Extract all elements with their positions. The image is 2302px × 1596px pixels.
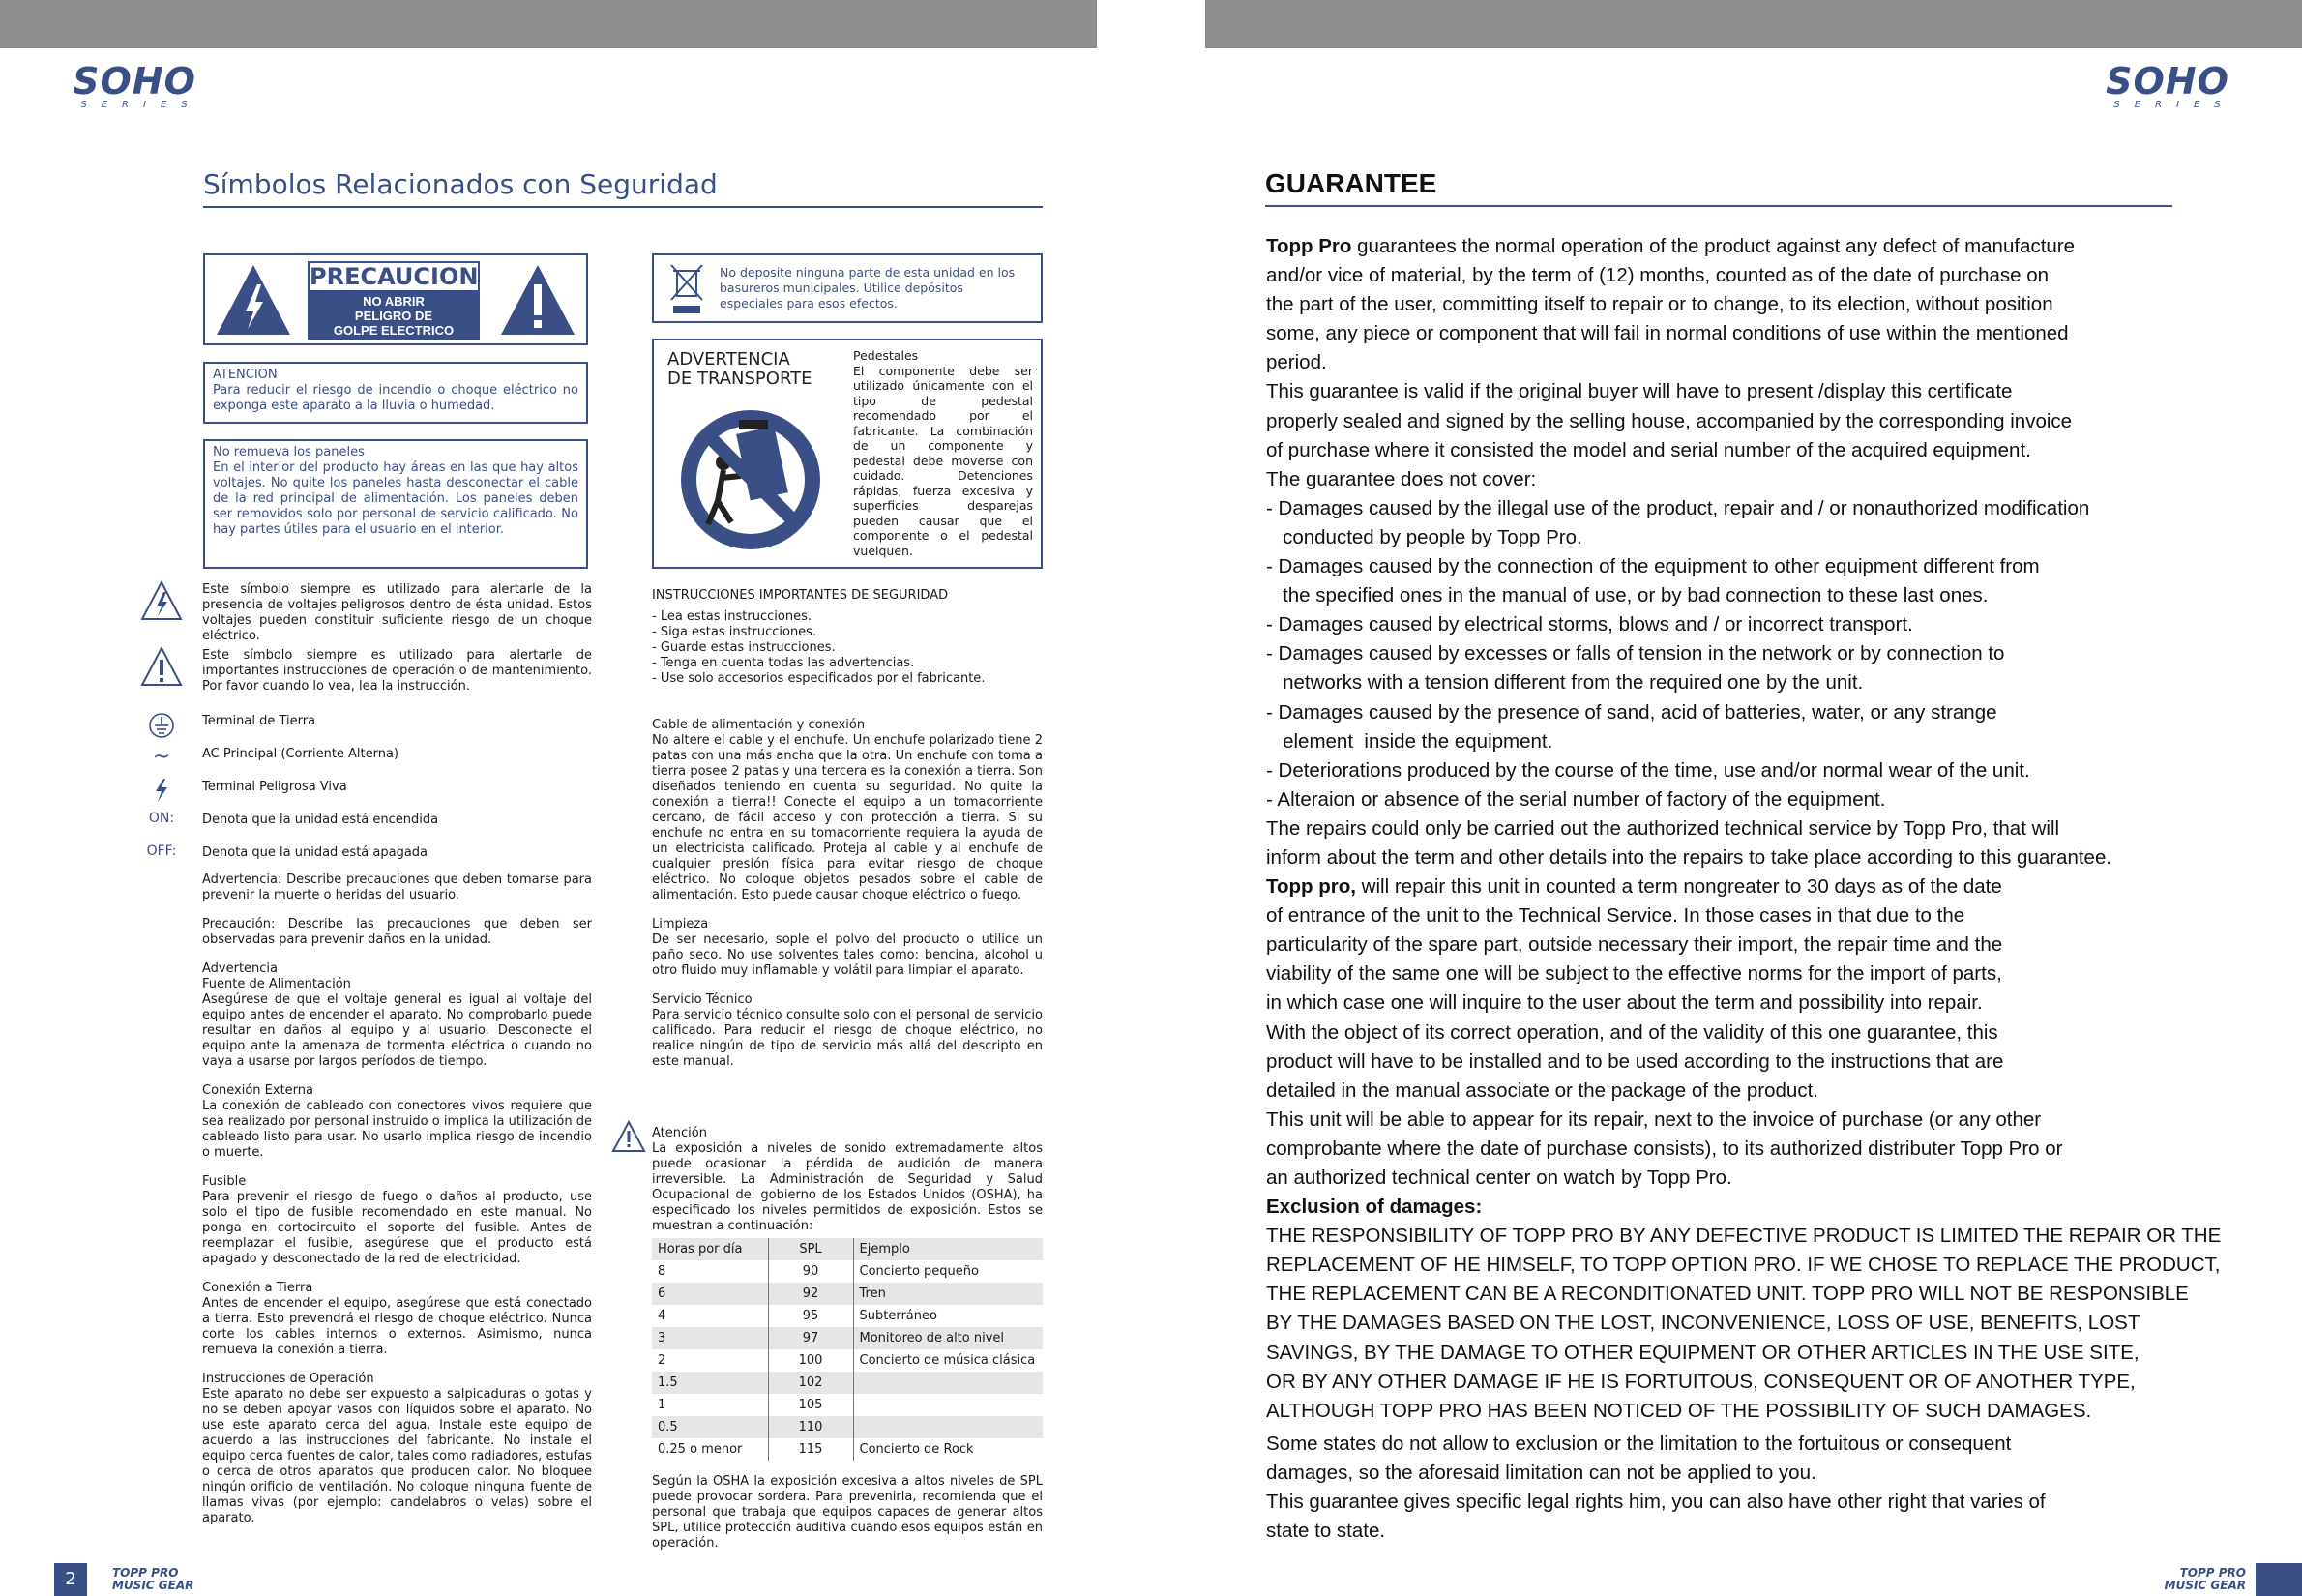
ac-icon: ~ (152, 745, 171, 769)
atencion-osha: Atención La exposición a niveles de sonido extremadamente altos puede ocasionar la pérdida de audición de manera irreversible. La Administración de Seguridad y Salud Ocupacional del gobierno de los Estados Unidos (OSHA), ha especificado los niveles permitidos de exposición. Estos se muestran a continuación: (652, 1126, 1043, 1233)
guarantee-line: conducted by people by Topp Pro. (1266, 525, 1582, 548)
caution-label: PRECAUCION NO ABRIR PELIGRO DE GOLPE ELECTRICO (310, 263, 479, 338)
symbol-text: Denota que la unidad está apagada (202, 845, 428, 860)
weee-bin-icon (667, 261, 706, 315)
guarantee-line: ALTHOUGH TOPP PRO HAS BEEN NOTICED OF THE POSSIBILITY OF SUCH DAMAGES. (1266, 1399, 2092, 1422)
live-terminal-icon (135, 778, 188, 807)
guarantee-line (1266, 1193, 2233, 1222)
guarantee-line: of purchase where it consisted the model and serial number of the acquired equipment. (1266, 438, 2031, 461)
table-row (652, 1260, 1043, 1283)
lightning-triangle-icon (215, 263, 292, 337)
paragraph-body: Antes de encender el equipo, asegúrese que está conectado a tierra. Esto prevendrá el riesgo de choque eléctrico. Nunca corte los cables internos o externos. Asimismo, nunca remueva la conexión a tierra. (202, 1296, 592, 1357)
guarantee-line: properly sealed and signed by the selling house, accompanied by the corresponding invoice (1266, 409, 2073, 432)
table-cell: 4 (658, 1309, 666, 1323)
guarantee-bold: Exclusion of damages: (1266, 1196, 1483, 1219)
right-page (1205, 0, 2302, 1596)
soho-logo: SOHO SERIES (2106, 60, 2235, 110)
paragraph (652, 992, 1043, 1070)
top-bar (1205, 0, 2302, 48)
paragraph-body: Para prevenir el riesgo de fuego o daños al producto, use solo el tipo de fusible recomendado en este manual. No ponga en cortocircuito el soporte del fusible. Antes de reemplazar el fusible, asegúrese que el producto está apagado y desconectado de la red de electricidad. (202, 1190, 592, 1266)
paragraph-body: Advertencia: Describe precauciones que deben tomarse para prevenir la muerte o heridas del usuario. (202, 872, 592, 902)
paragraph (202, 1083, 592, 1161)
guarantee-text (1266, 232, 2233, 1426)
guarantee-line: comprobante where the date of purchase consists), to its authorized distributer Topp Pro or (1266, 1137, 2063, 1160)
paragraph-body: Precaución: Describe las precauciones que deben ser observadas para prevenir daños en la unidad. (202, 917, 592, 947)
transport-text: Pedestales El componente debe ser utilizado únicamente con el tipo de pedestal recomendado por el fabricante. La combinación de un componente y pedestal debe moverse con cuidado. Detenciones rápidas, fuerza excesiva y superficies desparejas pueden causar que el componente o el pedestal vuelquen. (853, 348, 1033, 558)
closing-line: damages, so the aforesaid limitation can not be applied to you. (1266, 1462, 1816, 1485)
paragraph-body: Asegúrese de que el voltaje general es igual al voltaje del equipo antes de encender el aparato. No comprobarlo puede resultar en daños al equipo y al usuario. Desconecte el equipo ante la amenaza de tormenta eléctrica o cuando no vaya a usarse por largos períodos de tiempo. (202, 992, 592, 1069)
table-cell: 1.5 (652, 1372, 768, 1394)
transport-box (652, 339, 1043, 569)
table-cell: 0.25 o menor (658, 1442, 743, 1457)
table-cell: 97 (768, 1327, 853, 1349)
lightning-triangle-icon (135, 580, 188, 625)
table-cell: 0.5 (652, 1416, 768, 1438)
table-cell: 90 (768, 1260, 853, 1283)
table-row (652, 1372, 1043, 1394)
column-2-text (652, 718, 1043, 1083)
symbol-text: Este símbolo siempre es utilizado para alertarle de la presencia de voltajes peligrosos dentro de ésta unidad. Estos voltajes pueden constituir suficiente riesgo de un choque eléctrico. (202, 582, 592, 643)
guarantee-line: THE RESPONSIBILITY OF TOPP PRO BY ANY DEFECTIVE PRODUCT IS LIMITED THE REPAIR OR THE (1266, 1225, 2222, 1248)
table-row (652, 1416, 1043, 1438)
warning-triangle-icon (611, 1120, 646, 1153)
table-cell: 2 (658, 1353, 666, 1368)
paragraph-title: Advertencia (202, 961, 279, 976)
guarantee-line: networks with a tension different from the required one by the unit. (1266, 671, 1864, 695)
ground-icon (135, 712, 188, 743)
exclamation-triangle-icon (499, 263, 576, 337)
guarantee-closing (1266, 1430, 2233, 1546)
guarantee-line: REPLACEMENT OF HE HIMSELF, TO TOPP OPTION PRO. IF WE CHOSE TO REPLACE THE PRODUCT, (1266, 1254, 2221, 1277)
guarantee-line: With the object of its correct operation, and of the validity of this one guarantee, this (1266, 1020, 1998, 1044)
header-cell: SPL (768, 1238, 853, 1260)
guarantee-line: - Damages caused by the illegal use of the product, repair and / or nonauthorized modification (1266, 496, 2090, 519)
symbol-text: Terminal Peligrosa Viva (202, 780, 347, 794)
paragraph-title: Conexión a Tierra (202, 1281, 313, 1295)
guarantee-line: of entrance of the unit to the Technical Service. In those cases in that due to the (1266, 904, 1965, 928)
table-row (652, 1283, 1043, 1305)
guarantee-line: Topp pro, will repair this unit in counted a term nongreater to 30 days as of the date (1266, 875, 2002, 899)
footer-brand: TOPP PRO MUSIC GEAR (112, 1566, 194, 1592)
left-page (0, 0, 1097, 1596)
table-row (652, 1394, 1043, 1416)
table-header (652, 1238, 1043, 1260)
paragraph (202, 1372, 592, 1526)
transport-heading: ADVERTENCIA DE TRANSPORTE (667, 349, 812, 389)
table-cell: 92 (768, 1283, 853, 1305)
symbol-text: Terminal de Tierra (202, 714, 316, 728)
guarantee-line: Topp Pro guarantees the normal operation of the product against any defect of manufacture (1266, 235, 2076, 257)
paragraph (202, 961, 592, 1070)
guarantee-line: detailed in the manual associate or the package of the product. (1266, 1079, 1818, 1102)
guarantee-bold: Topp pro, (1266, 875, 1356, 899)
table-row (652, 1305, 1043, 1327)
table-cell: 102 (768, 1372, 853, 1394)
paragraph-title: Fusible (202, 1174, 247, 1189)
paragraph-body: Para servicio técnico consulte solo con el personal de servicio calificado. Para reducir el riesgo de choque eléctrico, no realice ningún de tipo de servicio más allá del descripto en este manual. (652, 1008, 1043, 1069)
table-cell (853, 1416, 1043, 1438)
instr-block: INSTRUCCIONES IMPORTANTES DE SEGURIDAD - Lea estas instrucciones. - Siga estas instrucciones. - Guarde estas instrucciones. - Tenga en cuenta todas las advertencias. - Use solo accesorios especificados por el fabricante. (652, 588, 1043, 687)
atencion-box: ATENCION Para reducir el riesgo de incendio o choque eléctrico no exponga este aparato a la lluvia o humedad. (203, 362, 588, 424)
paneles-box: No remueva los paneles En el interior del producto hay áreas en las que hay altos voltajes. No quite los paneles hasta desconectar el cable de la red principal de alimentación. Los paneles deben ser removidos solo por personal de servicio calificado. No hay partes útiles para el usuario en el interior. (203, 439, 588, 569)
table-cell: 6 (652, 1283, 768, 1305)
instr-item: - Guarde estas instrucciones. (652, 640, 836, 655)
table-cell: Monitoreo de alto nivel (853, 1327, 1043, 1349)
table-cell: 100 (768, 1349, 853, 1372)
header-cell: Ejemplo (853, 1238, 1043, 1260)
guarantee-bold: Topp Pro (1266, 235, 1352, 257)
table-cell (853, 1394, 1043, 1416)
table-row (652, 1438, 1043, 1461)
paragraph-body: La conexión de cableado con conectores vivos requiere que sea realizado por personal instruido o implica la utilización de cableado listo para usar. No usarlo implica riesgo de incendio o muerte. (202, 1099, 592, 1160)
guarantee-line: - Damages caused by excesses or falls of tension in the network or by connection to (1266, 642, 2005, 665)
guarantee-line: This unit will be able to appear for its repair, next to the invoice of purchase (or any other (1266, 1108, 2042, 1131)
guarantee-line: - Damages caused by the presence of sand, acid of batteries, water, or any strange (1266, 700, 1997, 724)
guarantee-line: - Alteraion or absence of the serial number of factory of the equipment. (1266, 787, 1886, 811)
table-cell: Concierto de música clásica (859, 1353, 1036, 1368)
instr-item: - Use solo accesorios especificados por el fabricante. (652, 671, 986, 686)
paragraph-title: Conexión Externa (202, 1083, 313, 1098)
guarantee-line: - Damages caused by electrical storms, blows and / or incorrect transport. (1266, 613, 1913, 636)
off-label: OFF: (146, 843, 177, 859)
table-cell: Concierto de Rock (859, 1442, 974, 1457)
osha-note: Según la OSHA la exposición excesiva a altos niveles de SPL puede provocar sordera. Para prevenirla, recomienda que el personal que trabaja que equipos capaces de generar altos SPL, utilice protección auditiva cuando esos equipos están en operación. (652, 1474, 1043, 1551)
paragraph-title: Cable de alimentación y conexión (652, 718, 866, 732)
spl-table (652, 1238, 1043, 1461)
table-cell: Subterráneo (859, 1309, 937, 1323)
exclamation-triangle-icon (135, 646, 188, 691)
weee-box: No deposite ninguna parte de esta unidad en los basureros municipales. Utilice depósitos especiales para esos efectos. (652, 253, 1043, 323)
paragraph (652, 917, 1043, 979)
column-1-text (202, 872, 592, 1540)
top-bar (0, 0, 1097, 48)
table-cell: 3 (652, 1327, 768, 1349)
guarantee-line: particularity of the spare part, outside necessary their import, the repair time and the (1266, 933, 2003, 957)
paragraph-title: Instrucciones de Operación (202, 1372, 374, 1386)
guarantee-line: This guarantee is valid if the original buyer will have to present /display this certificate (1266, 380, 2013, 403)
paragraph (202, 1281, 592, 1358)
paragraph (202, 872, 592, 903)
guarantee-line: and/or vice of material, by the term of (12) months, counted as of the date of purchase on (1266, 264, 2050, 287)
guarantee-line: period. (1266, 351, 1327, 374)
on-label: ON: (148, 811, 175, 826)
footer-brand: TOPP PRO MUSIC GEAR (2164, 1566, 2246, 1592)
symbol-text: AC Principal (Corriente Alterna) (202, 747, 399, 761)
guarantee-line: inform about the term and other details into the repairs to take place according to this guarantee. (1266, 845, 2112, 869)
instr-item: - Lea estas instrucciones. (652, 609, 812, 624)
table-row (652, 1349, 1043, 1372)
table-cell: 115 (768, 1438, 853, 1461)
guarantee-line: the part of the user, committing itself to repair or to change, to its election, without position (1266, 293, 2053, 316)
table-cell: Tren (853, 1283, 1043, 1305)
guarantee-line: viability of the same one will be subject to the effective norms for the import of parts, (1266, 962, 2002, 986)
table-cell: 105 (768, 1394, 853, 1416)
guarantee-line: in which case one will inquire to the user about the term and possibility into repair. (1266, 991, 1983, 1015)
paragraph (202, 917, 592, 948)
table-row (652, 1327, 1043, 1349)
paragraph (652, 718, 1043, 903)
page-number: 2 (54, 1563, 87, 1596)
page-title: Símbolos Relacionados con Seguridad (203, 168, 1043, 208)
caution-box (203, 253, 588, 345)
instr-item: - Tenga en cuenta todas las advertencias. (652, 656, 915, 670)
paragraph-body: No altere el cable y el enchufe. Un enchufe polarizado tiene 2 patas con una más ancha que la otra. Un enchufe con toma a tierra posee 2 patas y una tercera es la conexión a tierra. Son diseñados teniendo en cuenta su seguridad. No quite la conexión a tierra!! Conecte el equipo a un tomacorriente cercano, de fácil acceso y con protección a tierra. Si su enchufe no entra en su tomacorriente requiera la ayuda de un electricista calificado. Proteja al cable y al enchufe de cualquier presión física para evitar riesgo de choque eléctrico. No coloque objetos pesados sobre el cable de alimentación. Esto puede causar choque eléctrico o fuego. (652, 733, 1043, 902)
paragraph-title: Servicio Técnico (652, 992, 753, 1007)
guarantee-line: element inside the equipment. (1266, 729, 1553, 753)
table-cell: 110 (768, 1416, 853, 1438)
guarantee-line: - Damages caused by the connection of the equipment to other equipment different from (1266, 555, 2040, 578)
guarantee-title: GUARANTEE (1265, 168, 2172, 207)
instr-item: - Siga estas instrucciones. (652, 625, 817, 639)
no-cart-icon (673, 400, 828, 555)
closing-line: This guarantee gives specific legal rights him, you can also have other right that varies of (1266, 1491, 2046, 1514)
table-cell: 95 (768, 1305, 853, 1327)
table-cell: 1 (658, 1398, 666, 1412)
guarantee-line: SAVINGS, BY THE DAMAGE TO OTHER EQUIPMENT OR OTHER ARTICLES IN THE USE SITE, (1266, 1341, 2140, 1364)
guarantee-line: The repairs could only be carried out the authorized technical service by Topp Pro, that will (1266, 816, 2060, 840)
symbol-text: Denota que la unidad está encendida (202, 813, 439, 827)
paragraph-title: Fuente de Alimentación (202, 977, 351, 991)
table-cell (853, 1372, 1043, 1394)
closing-line: Some states do not allow to exclusion or the limitation to the fortuitous or consequent (1266, 1433, 2012, 1455)
guarantee-line: The guarantee does not cover: (1266, 467, 1537, 490)
guarantee-line: an authorized technical center on watch by Topp Pro. (1266, 1167, 1732, 1189)
paragraph-body: De ser necesario, sople el polvo del producto o utilice un paño seco. No use solventes tales como: bencina, alcohol u otro fluido muy inflamable y volátil para limpiar el aparato. (652, 932, 1043, 978)
soho-logo: SOHO SERIES (73, 60, 202, 110)
guarantee-line: the specified ones in the manual of use, or by bad connection to these last ones. (1266, 584, 1989, 607)
guarantee-line: BY THE DAMAGES BASED ON THE LOST, INCONVENIENCE, LOSS OF USE, BENEFITS, LOST (1266, 1312, 2140, 1335)
paragraph (202, 1174, 592, 1267)
table-cell: Concierto pequeño (859, 1264, 979, 1279)
guarantee-line: product will have to be installed and to be used according to the instructions that are (1266, 1049, 2004, 1073)
guarantee-line: OR BY ANY OTHER DAMAGE IF HE IS FORTUITOUS, CONSEQUENT OR OF ANOTHER TYPE, (1266, 1370, 2136, 1393)
guarantee-line: some, any piece or component that will fail in normal conditions of use within the mentioned (1266, 322, 2069, 345)
guarantee-line: THE REPLACEMENT CAN BE A RECONDITIONATED UNIT. TOPP PRO WILL NOT BE RESPONSIBLE (1266, 1283, 2189, 1306)
footer-bar (2256, 1563, 2302, 1596)
closing-line: state to state. (1266, 1520, 1386, 1543)
table-cell: 8 (658, 1264, 666, 1279)
paragraph-title: Limpieza (652, 917, 709, 931)
header-cell: Horas por día (652, 1238, 768, 1260)
guarantee-line: - Deteriorations produced by the course of the time, use and/or normal wear of the unit. (1266, 758, 2030, 782)
symbol-text: Este símbolo siempre es utilizado para alertarle de importantes instrucciones de operación o de mantenimiento. Por favor cuando lo vea, lea la instrucción. (202, 648, 592, 694)
paragraph-body: Este aparato no debe ser expuesto a salpicaduras o gotas y no se deben apoyar vasos con líquidos sobre el aparato. No use este aparato cerca del agua. Instale este equipo de acuerdo a las instrucciones del fabricante. No instale el equipo cerca fuentes de calor, tales como radiadores, estufas o cerca de otros aparatos que producen calor. No bloquee ningún orificio de ventilación. No coloque ninguna fuente de llamas vivas (por ejemplo: candelabros o velas) sobre el aparato. (202, 1387, 592, 1525)
